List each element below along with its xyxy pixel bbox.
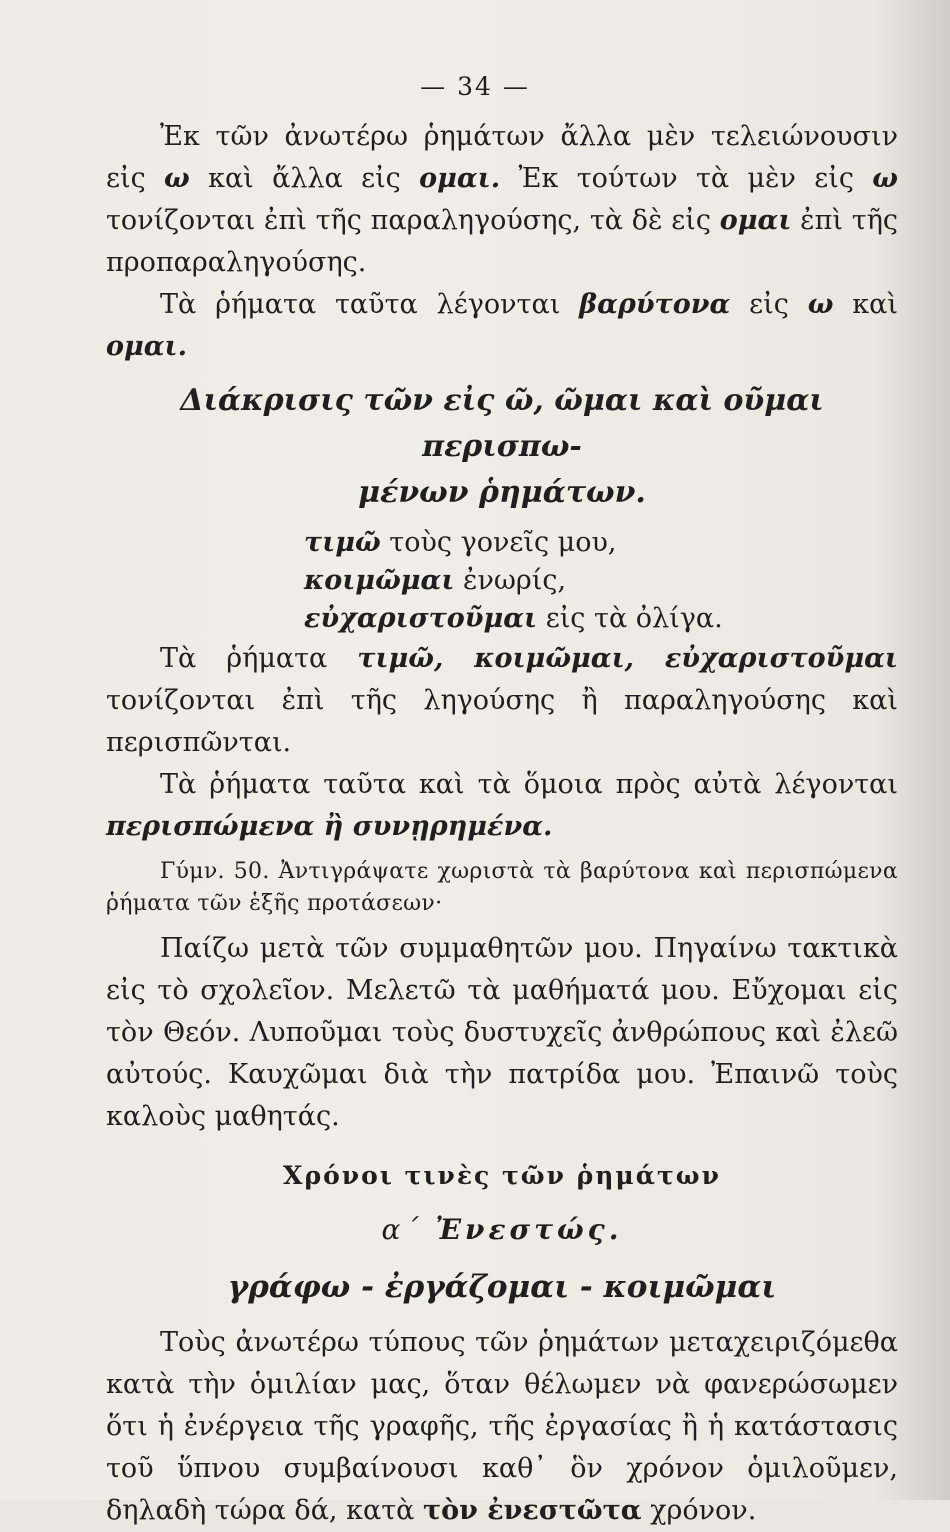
example-line (304, 562, 898, 600)
examples-list (106, 524, 898, 638)
exercise-text: Παίζω μετὰ τῶν συμμαθητῶν μου. Πηγαίνω τακτικὰ εἰς τὸ σχολεῖον. Μελετῶ τὰ μαθήματά μου. Εὔχομαι εἰς τὸν Θεόν. Λυποῦμαι τοὺς δυστυχεῖς ἀνθρώπους καὶ ἐλεῶ αὐτούς. Καυχῶμαι διὰ τὴν πατρίδα μου. Ἐπαινῶ τοὺς καλοὺς μαθητάς. (106, 933, 898, 1132)
text: τονίζονται ἐπὶ τῆς παραληγούσης, τὰ δὲ εἰς (106, 205, 720, 236)
text: Τοὺς ἀνωτέρω τύπους τῶν ῥημάτων μεταχειριζόμεθα κατὰ τὴν ὁμιλίαν μας, ὅταν θέλωμεν νὰ φανερώσωμεν ὅτι ἡ ἐνέργεια τῆς γραφῆς, τῆς ἐργασίας ἢ ἡ κατάστασις τοῦ ὕπνου συμβαίνουσι καθ᾽ ὃν χρόνον ὁμιλοῦμεν, δηλαδὴ τώρα δά, κατὰ (106, 1327, 898, 1526)
paragraph-present-tense (106, 1322, 898, 1532)
verb-examples: γράφω - ἐργάζομαι - κοιμῶμαι (227, 1269, 777, 1305)
page-number: — 34 — (420, 72, 530, 101)
emphasis: ω (164, 163, 190, 194)
text: ἐνωρίς, (454, 565, 567, 596)
example-line (304, 524, 898, 562)
text: εἰς τὰ ὀλίγα. (537, 603, 723, 634)
emphasis: τὸν ἐνεστῶτα (422, 1495, 642, 1526)
heading-number: α΄ (381, 1213, 436, 1246)
example-verb: κοιμῶμαι (304, 565, 455, 596)
paragraph-perispomena (106, 638, 898, 764)
emphasis: ω (807, 289, 834, 320)
text-column (106, 116, 898, 1532)
heading-line: Διάκρισις τῶν εἰς ῶ, ῶμαι καὶ οῦμαι περισπω- (180, 383, 824, 464)
emphasis: ομαι. (106, 331, 188, 362)
emphasis: ομαι. (419, 163, 501, 194)
text: ἐπὶ τῆς προπαραληγούσης. (106, 205, 898, 278)
text: τονίζονται ἐπὶ τῆς ληγούσης ἢ παραληγούσης καὶ περισπῶνται. (106, 685, 898, 758)
text: Ἐκ τούτων τὰ μὲν εἰς (500, 163, 873, 194)
emphasis: βαρύτονα (579, 289, 731, 320)
section-heading-present (106, 1208, 898, 1252)
text: εἰς (730, 289, 808, 320)
text: Τὰ ῥήματα ταῦτα καὶ τὰ ὅμοια πρὸς αὐτὰ λέγονται (160, 769, 898, 800)
text: Τὰ ῥήματα (160, 643, 358, 674)
exercise-instruction: Γύμν. 50. Ἀντιγράψατε χωριστὰ τὰ βαρύτονα καὶ περισπώμενα ῥήματα τῶν ἑξῆς προτάσεων· (106, 859, 898, 916)
text: Ἐκ τῶν ἀνωτέρω ῥημάτων ἄλλα μὲν τελειώνουσιν εἰς (106, 121, 898, 194)
paragraph-barytona (106, 284, 898, 368)
text: τοὺς γονεῖς μου, (380, 527, 617, 558)
heading-line: μένων ῥημάτων. (358, 475, 646, 510)
paragraph-endings (106, 116, 898, 284)
text: καὶ ἄλλα εἰς (189, 163, 420, 194)
emphasis: ομαι (719, 205, 792, 236)
emphasis: τιμῶ, κοιμῶμαι, εὐχαριστοῦμαι (357, 643, 898, 674)
example-verb: εὐχαριστοῦμαι (304, 603, 538, 634)
section-heading-tenses: Χρόνοι τινὲς τῶν ῥημάτων (283, 1161, 721, 1190)
emphasis: περισπώμενα ἢ συνῃρημένα. (106, 811, 553, 842)
example-line (304, 600, 898, 638)
example-verb: τιμῶ (304, 527, 381, 558)
emphasis: ω (872, 163, 898, 194)
text: χρόνον. (641, 1495, 757, 1526)
text: καὶ (833, 289, 898, 320)
section-heading (106, 378, 898, 516)
text: Τὰ ῥήματα ταῦτα λέγονται (160, 289, 580, 320)
heading-word: Ἐνεστώς. (435, 1213, 623, 1246)
paragraph-synhremena (106, 764, 898, 848)
